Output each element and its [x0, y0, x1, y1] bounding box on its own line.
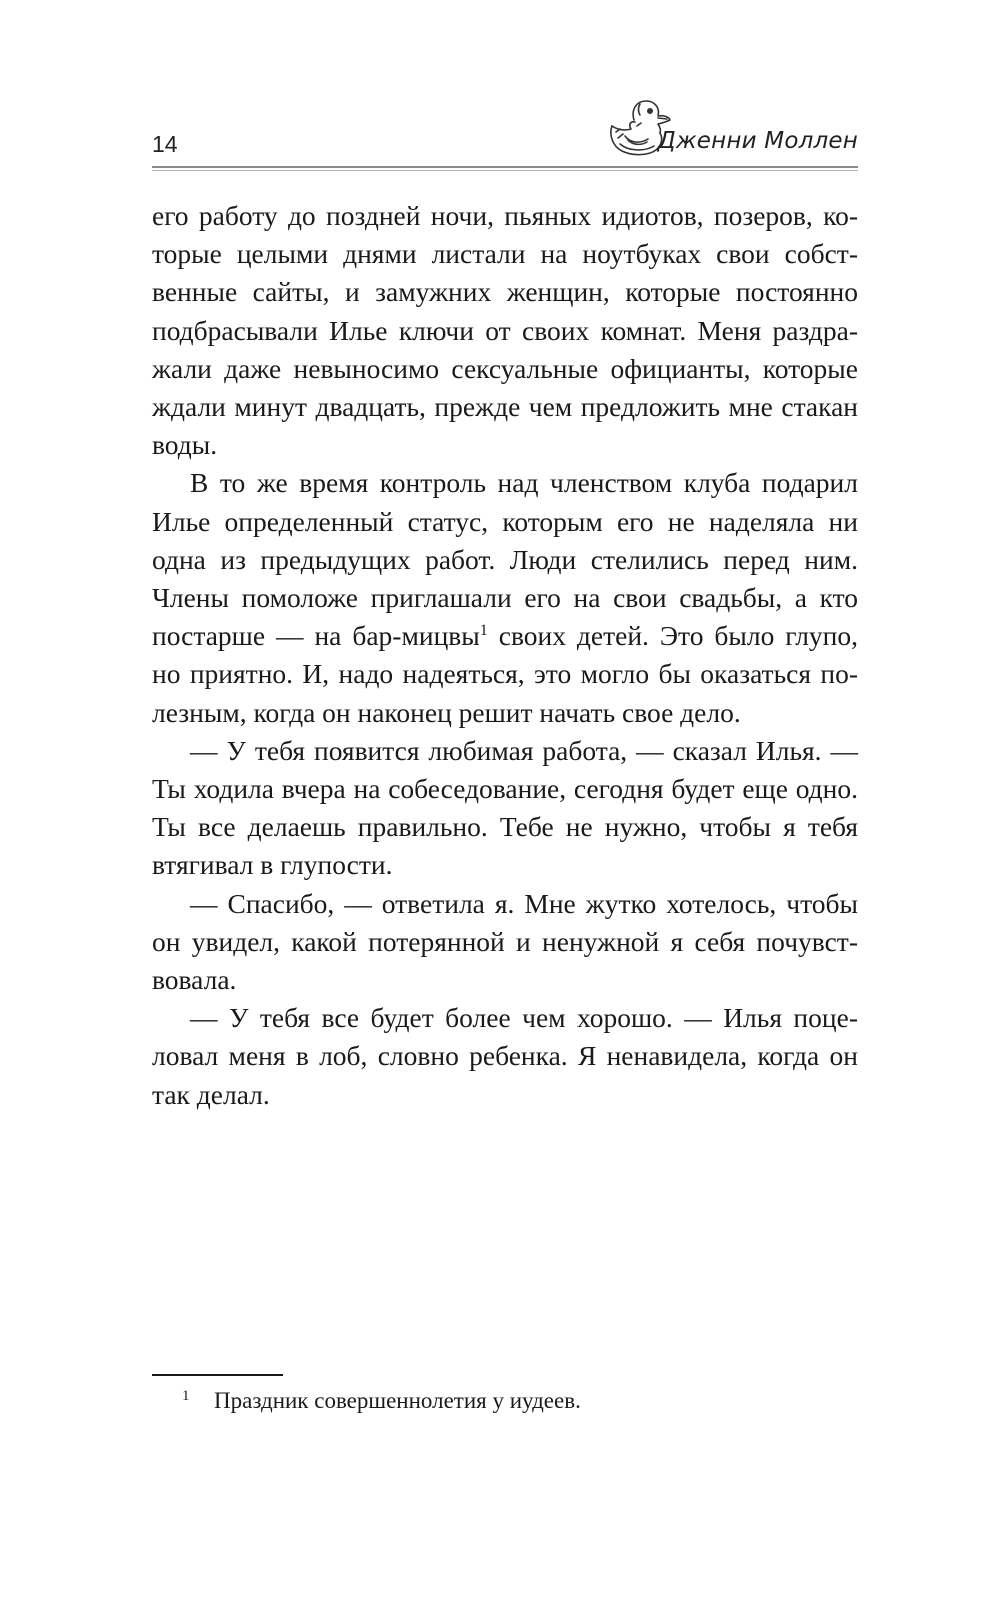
paragraph	[152, 464, 858, 731]
footnote-rule	[152, 1374, 283, 1376]
running-title: Дженни Моллен	[657, 128, 858, 154]
paragraph: — Спасибо, — ответила я. Мне жутко хотелось, чтобы он увидел, какой потерянной и ненужной я себя почувствовала.	[152, 887, 858, 996]
paragraph-text: своих детей. Это было глупо, но приятно. И, надо надеяться, это могло бы оказаться полезным, когда он наконец решит начать свое дело.	[152, 620, 859, 728]
footnote-text: Праздник совершеннолетия у иудеев.	[214, 1388, 581, 1413]
header-rule-thin	[152, 170, 858, 171]
page-number: 14	[152, 131, 178, 157]
page-header	[0, 0, 1000, 180]
paragraph: — У тебя появится любимая работа, — сказал Илья. — Ты ходила вчера на собеседование, сегодня будет еще одно. Ты все делаешь правильно. Тебе не нужно, чтобы я тебя втягивал в глупости.	[152, 734, 858, 881]
paragraph-text: В то же время контроль над членством клуба подарил Илье определенный статус, которым его не наделяла ни одна из предыдущих работ. Люди стелились перед ним. Члены помоложе приглашали его на свои свадьбы, а кто постарше — на бар-мицвы	[152, 467, 858, 652]
footnote: 1 Праздник совершеннолетия у иудеев.	[182, 1388, 581, 1413]
header-rule	[152, 166, 858, 168]
paragraph: его работу до поздней ночи, пьяных идиотов, позеров, которые целыми днями листали на ноутбуках свои собственные сайты, и замужних женщин, которые постоянно подбрасывали Илье ключи от своих комнат. Меня раздражали даже невыносимо сексуальные официанты, которые ждали минут двадцать, прежде чем предложить мне стакан воды.	[152, 200, 858, 461]
footnote-reference[interactable]: 1	[479, 622, 488, 640]
paragraph: — У тебя все будет более чем хорошо. — Илья поцеловал меня в лоб, словно ребенка. Я ненавидела, когда он так делал.	[152, 1002, 858, 1110]
body-text	[152, 197, 858, 1114]
